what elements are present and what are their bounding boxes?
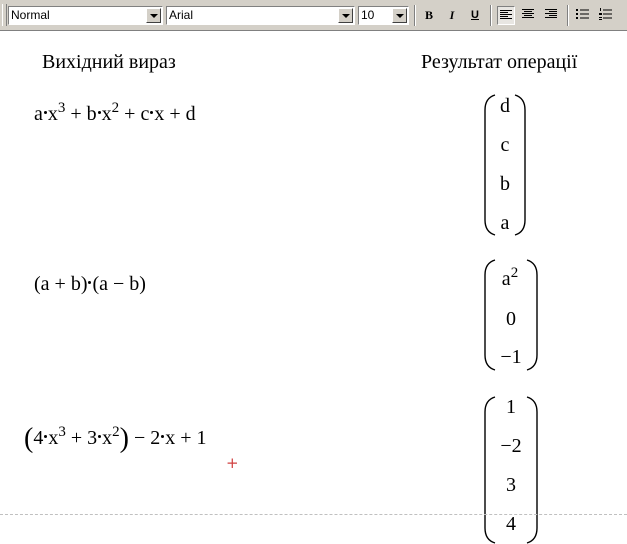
font-select-value: Arial	[169, 8, 194, 22]
expr-exponent: 3	[58, 423, 66, 440]
matrix-cell: 1	[506, 396, 516, 418]
expr-exponent: 3	[57, 99, 66, 116]
multiply-dot-icon	[98, 435, 101, 438]
bullet-list-icon	[576, 8, 590, 21]
font-select[interactable]	[166, 6, 355, 25]
expr-term: − 2	[128, 427, 161, 450]
numbered-list-button[interactable]	[597, 6, 615, 25]
font-dropdown-arrow-icon[interactable]	[338, 8, 353, 23]
source-expression-header: Вихідний вираз	[42, 51, 176, 73]
expr-exponent: 2	[112, 423, 120, 440]
align-center-icon	[522, 8, 534, 20]
matrix-cell: a	[500, 212, 510, 234]
result-vector[interactable]	[484, 394, 538, 544]
expr-term: + b	[65, 103, 97, 125]
result-header: Результат операції	[421, 51, 578, 73]
page-break-line	[0, 514, 627, 515]
matrix-cell: 0	[506, 308, 516, 330]
expr-term: x	[101, 103, 112, 125]
expr-term: (a − b)	[92, 273, 146, 295]
multiply-dot-icon	[161, 435, 164, 438]
expr-term: + 3	[65, 427, 98, 450]
font-size-value: 10	[361, 8, 375, 22]
align-right-icon	[545, 8, 557, 20]
expr-term: 4	[33, 427, 44, 450]
style-select[interactable]	[8, 6, 163, 25]
matrix-cell: d	[500, 95, 510, 117]
matrix-cell-base: a	[501, 268, 511, 290]
font-size-dropdown-arrow-icon[interactable]	[392, 8, 407, 23]
expr-term: a	[34, 103, 43, 125]
align-right-button[interactable]	[543, 6, 561, 25]
expr-term: x + 1	[165, 427, 207, 450]
toolbar-separator	[414, 5, 416, 26]
expr-term: x	[48, 427, 59, 450]
expr-term: x + d	[154, 103, 196, 125]
font-size-select[interactable]	[358, 6, 409, 25]
expr-term: x	[47, 103, 58, 125]
matrix-cell-exponent: 2	[510, 264, 519, 281]
italic-button[interactable]: I	[449, 8, 455, 22]
expression-region[interactable]	[34, 99, 196, 126]
align-center-button[interactable]	[520, 6, 538, 25]
expression-region[interactable]	[34, 273, 146, 296]
align-left-icon	[500, 9, 512, 21]
bullet-list-button[interactable]	[574, 6, 592, 25]
toolbar-grip[interactable]	[2, 4, 7, 26]
multiply-dot-icon	[150, 111, 153, 114]
expression-region[interactable]	[24, 423, 207, 455]
expr-exponent: 2	[111, 99, 120, 116]
expr-term: + c	[119, 103, 150, 125]
toolbar-separator	[490, 5, 492, 26]
expr-term: x	[102, 427, 113, 450]
expr-term: (a + b)	[34, 273, 88, 295]
matrix-cell: c	[500, 134, 510, 156]
matrix-cell: 3	[506, 474, 516, 496]
style-select-value: Normal	[11, 8, 50, 22]
matrix-cell	[490, 264, 530, 291]
underline-button[interactable]: U	[471, 9, 479, 21]
matrix-cell: b	[500, 173, 510, 195]
result-vector[interactable]	[484, 257, 538, 373]
formatting-toolbar	[0, 0, 627, 31]
result-vector[interactable]	[484, 92, 526, 238]
multiply-dot-icon	[44, 111, 47, 114]
matrix-cell: −1	[500, 346, 522, 368]
expr-paren: (	[24, 423, 34, 454]
crosshair-cursor-icon: +	[226, 454, 239, 472]
multiply-dot-icon	[44, 435, 47, 438]
numbered-list-icon	[599, 8, 613, 21]
expr-paren: )	[119, 423, 129, 454]
toolbar-separator	[567, 5, 569, 26]
multiply-dot-icon	[98, 111, 101, 114]
matrix-cell: −2	[500, 435, 522, 457]
align-left-button[interactable]	[497, 6, 515, 25]
style-dropdown-arrow-icon[interactable]	[146, 8, 161, 23]
matrix-cell: 4	[506, 513, 516, 535]
bold-button[interactable]: B	[424, 8, 433, 22]
